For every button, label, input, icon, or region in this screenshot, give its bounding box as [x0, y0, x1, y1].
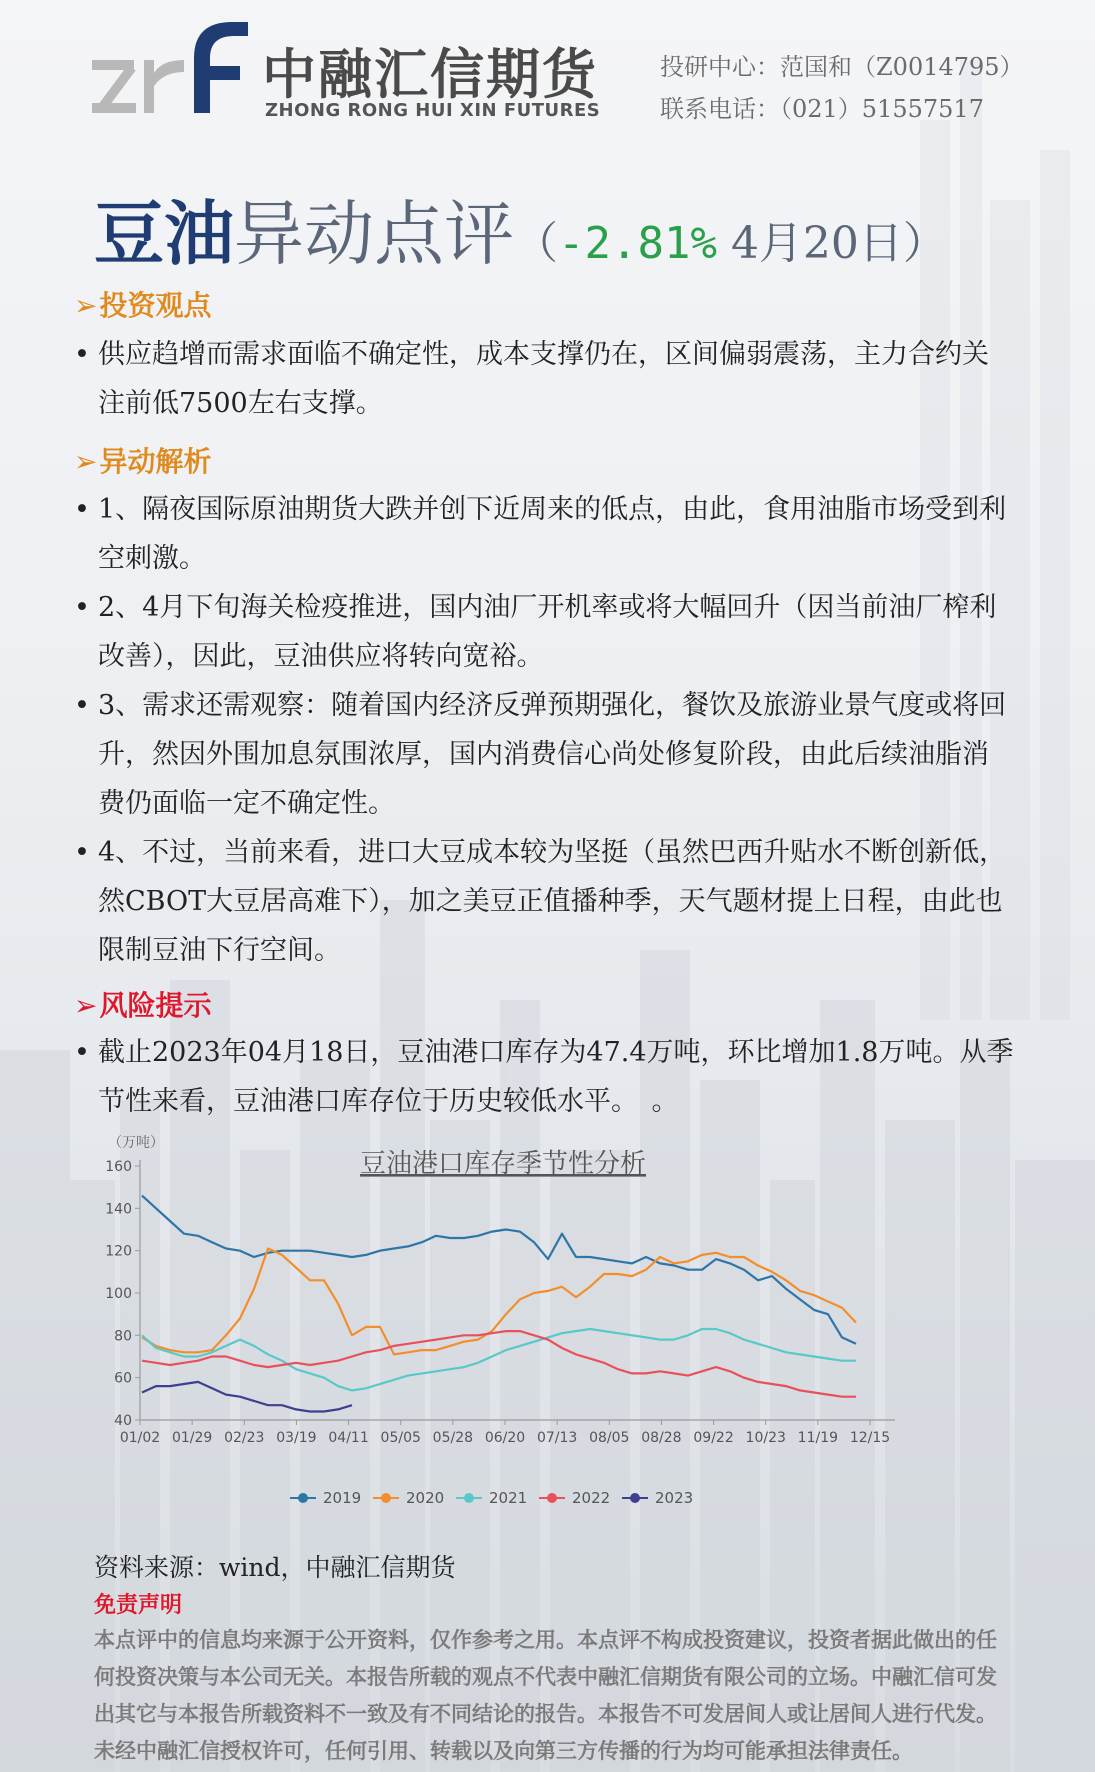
chart-unit-label: （万吨）: [108, 1135, 164, 1151]
paragraph-analysis-3: • 3、需求还需观察：随着国内经济反弹预期强化，餐饮及旅游业景气度或将回升，然因外围加息氛围浓厚，国内消费信心尚处修复阶段，由此后续油脂消费仍面临一定不确定性。: [74, 681, 1014, 828]
y-tick-label: 60: [114, 1370, 132, 1387]
title-change: -2.81%: [558, 218, 717, 269]
seasonal-inventory-chart: [105, 1130, 1010, 1560]
x-tick-label: 12/15: [849, 1430, 891, 1446]
legend-label-2021: 2021: [489, 1489, 528, 1507]
paragraph-risk-1: • 截止2023年04月18日，豆油港口库存为47.4万吨，环比增加1.8万吨。从季节性来看，豆油港口库存位于历史较低水平。 。: [74, 1028, 1014, 1126]
analyst-info: 投研中心：范国和（Z0014795）: [660, 53, 1024, 81]
x-tick-label: 05/05: [380, 1430, 421, 1446]
x-tick-label: 06/20: [484, 1430, 526, 1446]
bullet-icon: •: [74, 592, 90, 623]
legend-marker-2023: [630, 1493, 640, 1503]
x-tick-label: 08/28: [641, 1430, 682, 1446]
chart-title: 豆油港口库存季节性分析: [360, 1149, 647, 1179]
legend-label-2019: 2019: [323, 1489, 362, 1507]
legend-label-2023: 2023: [655, 1489, 694, 1507]
series-line-2023: [142, 1382, 352, 1412]
x-tick-label: 01/29: [171, 1430, 213, 1446]
x-tick-label: 01/02: [119, 1430, 161, 1446]
company-logo-icon: [92, 18, 262, 123]
page-title: [94, 178, 947, 279]
title-paren: （: [514, 218, 558, 269]
disclaimer-text: 本点评中的信息均来源于公开资料，仅作参考之用。本点评不构成投资建议，投资者据此做出的任何投资决策与本公司无关。本报告所载的观点不代表中融汇信期货有限公司的立场。中融汇信可发出其它与本报告所载资料不一致及有不同结论的报告。本报告不可发居间人或让居间人进行代发。未经中融汇信授权许可，任何引用、转载以及向第三方传播的行为均可能承担法律责任。: [94, 1628, 997, 1763]
y-tick-label: 80: [114, 1328, 132, 1345]
x-tick-label: 09/22: [693, 1430, 734, 1446]
y-tick-label: 100: [105, 1286, 132, 1302]
company-name-en: ZHONG RONG HUI XIN FUTURES: [265, 100, 601, 121]
section-heading-analysis: ➢异动解析: [74, 445, 212, 478]
title-date: 4月20日）: [716, 218, 947, 269]
x-tick-label: 11/19: [797, 1430, 839, 1446]
x-tick-label: 03/19: [276, 1430, 317, 1446]
paragraph-analysis-2: • 2、4月下旬海关检疫推进，国内油厂开机率或将大幅回升（因当前油厂榨利改善），因此，豆油供应将转向宽裕。: [74, 583, 1014, 681]
y-tick-label: 140: [105, 1201, 132, 1218]
legend-marker-2019: [298, 1493, 308, 1503]
x-tick-label: 04/11: [328, 1430, 369, 1446]
y-tick-label: 120: [105, 1243, 132, 1260]
series-line-2021: [142, 1329, 856, 1390]
legend-label-2022: 2022: [572, 1489, 611, 1507]
phone-info: 联系电话：（021）51557517: [660, 95, 984, 123]
data-source: 资料来源：wind，中融汇信期货: [94, 1553, 456, 1582]
y-tick-label: 160: [105, 1159, 132, 1175]
company-name-cn: 中融汇信期货: [262, 43, 598, 106]
title-topic: 异动点评: [234, 193, 514, 275]
bullet-icon: •: [74, 690, 90, 721]
legend-label-2020: 2020: [406, 1489, 445, 1507]
paragraph-analysis-4: • 4、不过，当前来看，进口大豆成本较为坚挺（虽然巴西升贴水不断创新低，然CBOT大豆居高难下），加之美豆正值播种季，天气题材提上日程，由此也限制豆油下行空间。: [74, 828, 1014, 975]
bullet-icon: •: [74, 1037, 90, 1068]
x-tick-label: 07/13: [536, 1430, 578, 1446]
bullet-icon: •: [74, 494, 90, 525]
section-heading-view: ➢投资观点: [74, 289, 212, 322]
legend-marker-2020: [381, 1493, 391, 1503]
arrow-icon: ➢: [74, 989, 98, 1022]
arrow-icon: ➢: [74, 445, 98, 478]
chart-svg: [105, 1130, 1010, 1560]
legend-marker-2022: [547, 1493, 557, 1503]
x-tick-label: 10/23: [745, 1430, 786, 1446]
bullet-icon: •: [74, 837, 90, 868]
series-line-2020: [142, 1249, 856, 1355]
x-tick-label: 02/23: [224, 1430, 265, 1446]
section-heading-risk: ➢风险提示: [74, 989, 212, 1022]
x-tick-label: 05/28: [432, 1430, 474, 1446]
contact-info: [660, 46, 1024, 130]
y-tick-label: 40: [114, 1413, 132, 1429]
arrow-icon: ➢: [74, 289, 98, 322]
paragraph-view-1: • 供应趋增而需求面临不确定性，成本支撑仍在，区间偏弱震荡，主力合约关注前低7500左右支撑。: [74, 330, 1014, 428]
disclaimer-heading: 免责声明: [94, 1593, 183, 1618]
title-product: 豆油: [94, 193, 234, 275]
bullet-icon: •: [74, 339, 90, 370]
paragraph-analysis-1: • 1、隔夜国际原油期货大跌并创下近周来的低点，由此，食用油脂市场受到利空刺激。: [74, 485, 1014, 583]
x-tick-label: 08/05: [589, 1430, 630, 1446]
legend-marker-2021: [464, 1493, 474, 1503]
